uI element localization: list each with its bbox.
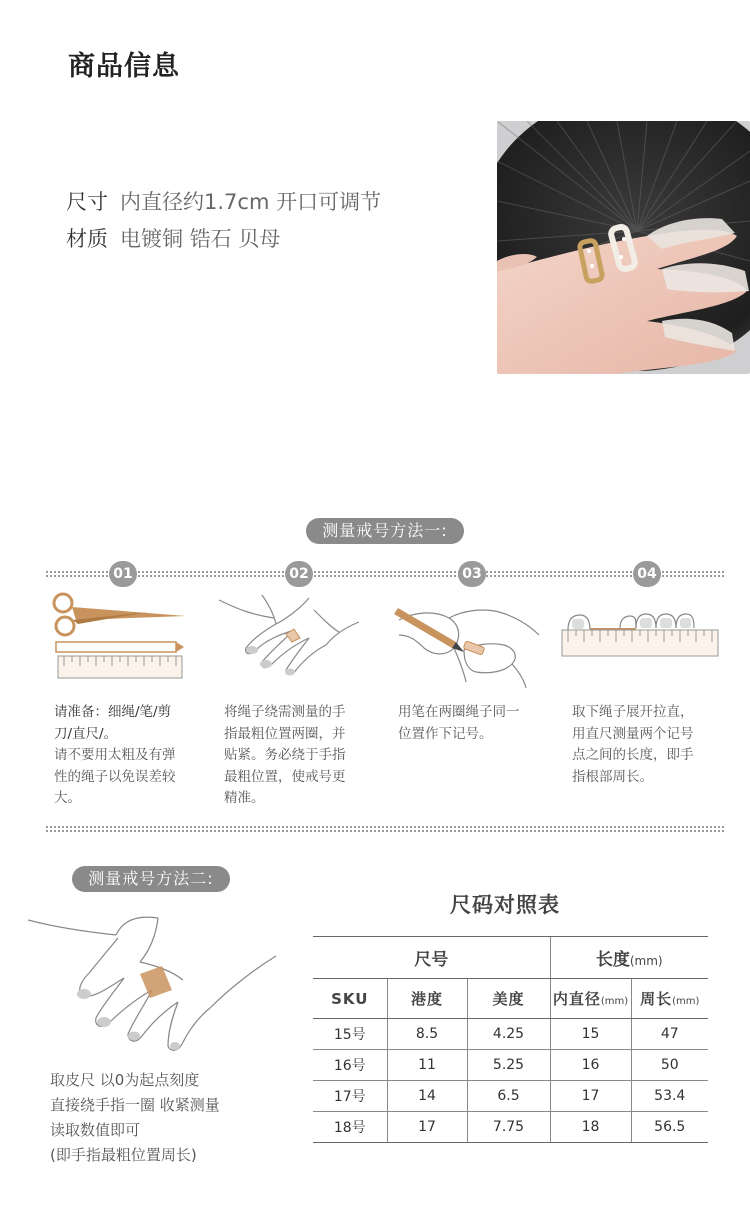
table-row (313, 1112, 708, 1143)
step-3-line: 用笔在两圈绳子同一 (398, 704, 520, 720)
table-row (313, 1081, 708, 1112)
step-3-text (398, 702, 544, 745)
cell-circ: 56.5 (631, 1112, 708, 1143)
cell-hk: 17 (387, 1112, 467, 1143)
step-2-line: 精准。 (224, 790, 265, 806)
step-4-text (572, 702, 716, 788)
col-inner-label: 内直径 (552, 990, 601, 1008)
method-1-label: 测量戒号方法一: (306, 518, 464, 544)
col-inner-unit: (mm) (600, 996, 629, 1007)
length-unit: (mm) (629, 954, 663, 968)
step-4-line: 指根部周长。 (572, 768, 653, 785)
method-2-line: 取皮尺 以0为起点刻度 (50, 1071, 200, 1089)
table-group-header-row (313, 937, 708, 979)
step-3-line: 位置作下记号。 (398, 725, 493, 742)
length-group-header (550, 937, 708, 979)
spec-size (66, 186, 381, 216)
cell-inner: 16 (550, 1050, 631, 1081)
spec-material (66, 223, 280, 253)
method-2-line: 读取数值即可 (50, 1121, 141, 1139)
cell-us: 4.25 (467, 1019, 550, 1050)
step-4-number: 04 (633, 561, 661, 587)
cell-sku: 17号 (313, 1081, 387, 1112)
method-2-line: (即手指最粗位置周长) (50, 1146, 197, 1164)
method-2-text (50, 1068, 220, 1168)
cell-sku: 15号 (313, 1019, 387, 1050)
cell-inner: 17 (550, 1081, 631, 1112)
spec-material-key: 材质 (66, 227, 108, 251)
col-circ (631, 979, 708, 1019)
cell-sku: 18号 (313, 1112, 387, 1143)
method-2-line: 直接绕手指一圈 收紧测量 (50, 1096, 220, 1114)
cell-circ: 50 (631, 1050, 708, 1081)
step-4-line: 点之间的长度，即手 (572, 747, 694, 763)
cell-sku: 16号 (313, 1050, 387, 1081)
spec-size-key: 尺寸 (66, 190, 108, 214)
step-2-line: 将绳子绕需测量的手 (224, 704, 346, 720)
step-2-line: 指最粗位置两圈，并 (224, 725, 346, 742)
step-2-line: 最粗位置，使戒号更 (224, 768, 346, 785)
length-group-label: 长度 (595, 950, 630, 970)
divider-bottom (46, 826, 724, 828)
cell-inner: 18 (550, 1112, 631, 1143)
pencil-mark-icon (394, 590, 544, 690)
hand-tape-measure-icon (28, 910, 278, 1060)
step-3-number: 03 (458, 561, 486, 587)
product-photo (497, 121, 750, 374)
table-header-row (313, 979, 708, 1019)
cell-hk: 8.5 (387, 1019, 467, 1050)
scissors-pencil-ruler-icon (48, 590, 188, 682)
col-hk: 港度 (387, 979, 467, 1019)
step-1-line: 请不要用太粗及有弹 (54, 747, 176, 763)
step-4-line: 用直尺测量两个记号 (572, 725, 694, 742)
spec-material-value: 电镀铜 锆石 贝母 (120, 227, 281, 251)
divider-top (46, 571, 724, 573)
step-2-number: 02 (285, 561, 313, 587)
method-2-label: 测量戒号方法二: (72, 866, 230, 892)
step-1-line: 刀/直尺/。 (54, 725, 118, 742)
table-row (313, 1019, 708, 1050)
divider-top-second (46, 575, 724, 577)
divider-bottom-second (46, 830, 724, 832)
step-1-text (54, 702, 194, 810)
step-2-text (224, 702, 368, 810)
cell-us: 5.25 (467, 1050, 550, 1081)
size-chart-table (313, 936, 708, 1143)
col-inner (550, 979, 631, 1019)
col-us: 美度 (467, 979, 550, 1019)
col-circ-unit: (mm) (672, 996, 700, 1007)
ruler-measure-icon (560, 590, 722, 662)
size-table-title: 尺码对照表 (450, 893, 560, 917)
hand-rope-icon (214, 590, 364, 685)
cell-hk: 11 (387, 1050, 467, 1081)
step-1-line: 性的绳子以免误差较 (54, 768, 176, 785)
step-4-line: 取下绳子展开拉直， (572, 704, 694, 720)
col-sku: SKU (313, 979, 387, 1019)
cell-us: 7.75 (467, 1112, 550, 1143)
page-title: 商品信息 (68, 51, 180, 82)
spec-size-value: 内直径约1.7cm 开口可调节 (120, 190, 382, 214)
cell-circ: 47 (631, 1019, 708, 1050)
cell-inner: 15 (550, 1019, 631, 1050)
cell-us: 6.5 (467, 1081, 550, 1112)
step-2-line: 贴紧。务必绕于手指 (224, 747, 346, 763)
cell-hk: 14 (387, 1081, 467, 1112)
col-circ-label: 周长 (640, 990, 673, 1008)
size-group-header: 尺号 (313, 937, 550, 979)
table-row (313, 1050, 708, 1081)
step-1-number: 01 (109, 561, 137, 587)
cell-circ: 53.4 (631, 1081, 708, 1112)
step-1-line: 大。 (54, 790, 81, 806)
step-1-line: 请准备：细绳/笔/剪 (54, 704, 172, 720)
